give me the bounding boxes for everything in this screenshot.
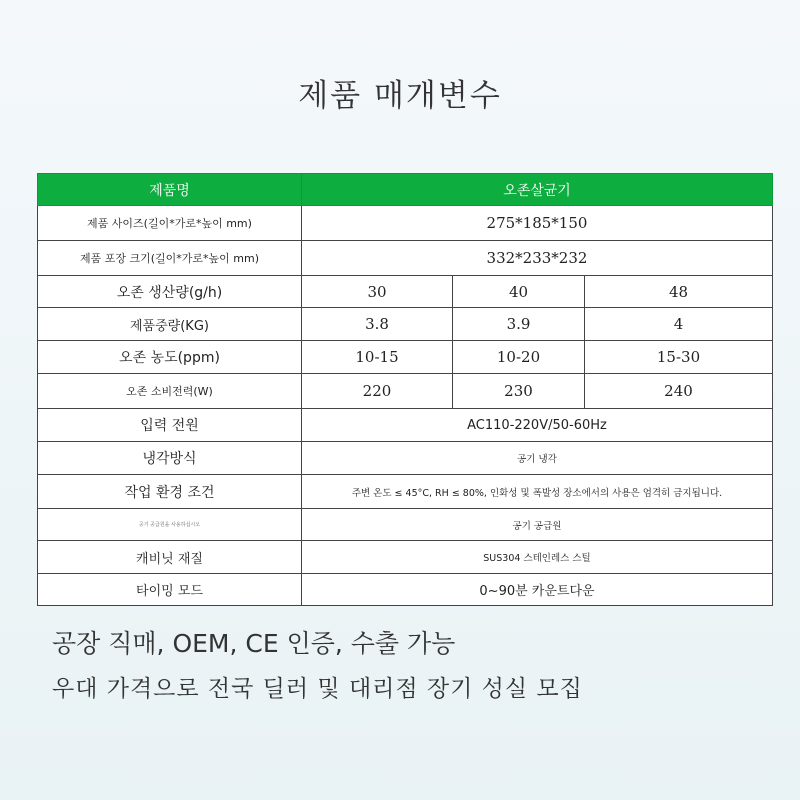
row-value-size: 275*185*150 <box>302 206 773 241</box>
table-row <box>38 374 773 409</box>
footer-line-2: 우대 가격으로 전국 딜러 및 대리점 장기 성실 모집 <box>52 676 583 702</box>
table-row <box>38 509 773 541</box>
row-label-environment: 작업 환경 조건 <box>38 475 302 509</box>
header-value: 오존살균기 <box>302 174 773 206</box>
table-row <box>38 574 773 606</box>
row-value-concentration-2: 10-20 <box>453 341 585 374</box>
row-value-input-power: AC110-220V/50-60Hz <box>302 409 773 442</box>
row-value-power-3: 240 <box>585 374 773 409</box>
header-label: 제품명 <box>38 174 302 206</box>
row-value-ozone-output-1: 30 <box>302 276 453 308</box>
row-label-cooling: 냉각방식 <box>38 442 302 475</box>
row-value-power-1: 220 <box>302 374 453 409</box>
row-value-air-supply: 공기 공급원 <box>302 509 773 541</box>
table-header-row <box>38 174 773 206</box>
row-value-weight-3: 4 <box>585 308 773 341</box>
table-row <box>38 442 773 475</box>
table-row <box>38 308 773 341</box>
row-value-environment: 주변 온도 ≤ 45°C, RH ≤ 80%, 인화성 및 폭발성 장소에서의 사용은 엄격히 금지됩니다. <box>302 475 773 509</box>
table-row <box>38 206 773 241</box>
table-row <box>38 241 773 276</box>
row-label-ozone-output: 오존 생산량(g/h) <box>38 276 302 308</box>
row-value-cooling: 공기 냉각 <box>302 442 773 475</box>
row-value-cabinet: SUS304 스테인레스 스틸 <box>302 541 773 574</box>
row-label-size: 제품 사이즈(길이*가로*높이 mm) <box>38 206 302 241</box>
row-label-input-power: 입력 전원 <box>38 409 302 442</box>
row-value-power-2: 230 <box>453 374 585 409</box>
table-row <box>38 541 773 574</box>
row-value-ozone-output-2: 40 <box>453 276 585 308</box>
footer-line-1: 공장 직매, OEM, CE 인증, 수출 가능 <box>52 629 456 658</box>
row-label-packing: 제품 포장 크기(길이*가로*높이 mm) <box>38 241 302 276</box>
table-row <box>38 409 773 442</box>
row-value-weight-1: 3.8 <box>302 308 453 341</box>
row-label-cabinet: 캐비닛 재질 <box>38 541 302 574</box>
row-label-concentration: 오존 농도(ppm) <box>38 341 302 374</box>
row-label-timing: 타이밍 모드 <box>38 574 302 606</box>
table-row <box>38 276 773 308</box>
row-value-packing: 332*233*232 <box>302 241 773 276</box>
row-label-power: 오존 소비전력(W) <box>38 374 302 409</box>
row-label-weight: 제품중량(KG) <box>38 308 302 341</box>
row-value-concentration-1: 10-15 <box>302 341 453 374</box>
row-value-weight-2: 3.9 <box>453 308 585 341</box>
row-label-air-supply: 공기 공급원을 사용하십시오 <box>38 509 302 541</box>
row-value-timing: 0~90분 카운트다운 <box>302 574 773 606</box>
spec-table <box>37 173 773 606</box>
table-row <box>38 475 773 509</box>
page-title: 제품 매개변수 <box>298 78 502 114</box>
row-value-ozone-output-3: 48 <box>585 276 773 308</box>
row-value-concentration-3: 15-30 <box>585 341 773 374</box>
table-row <box>38 341 773 374</box>
